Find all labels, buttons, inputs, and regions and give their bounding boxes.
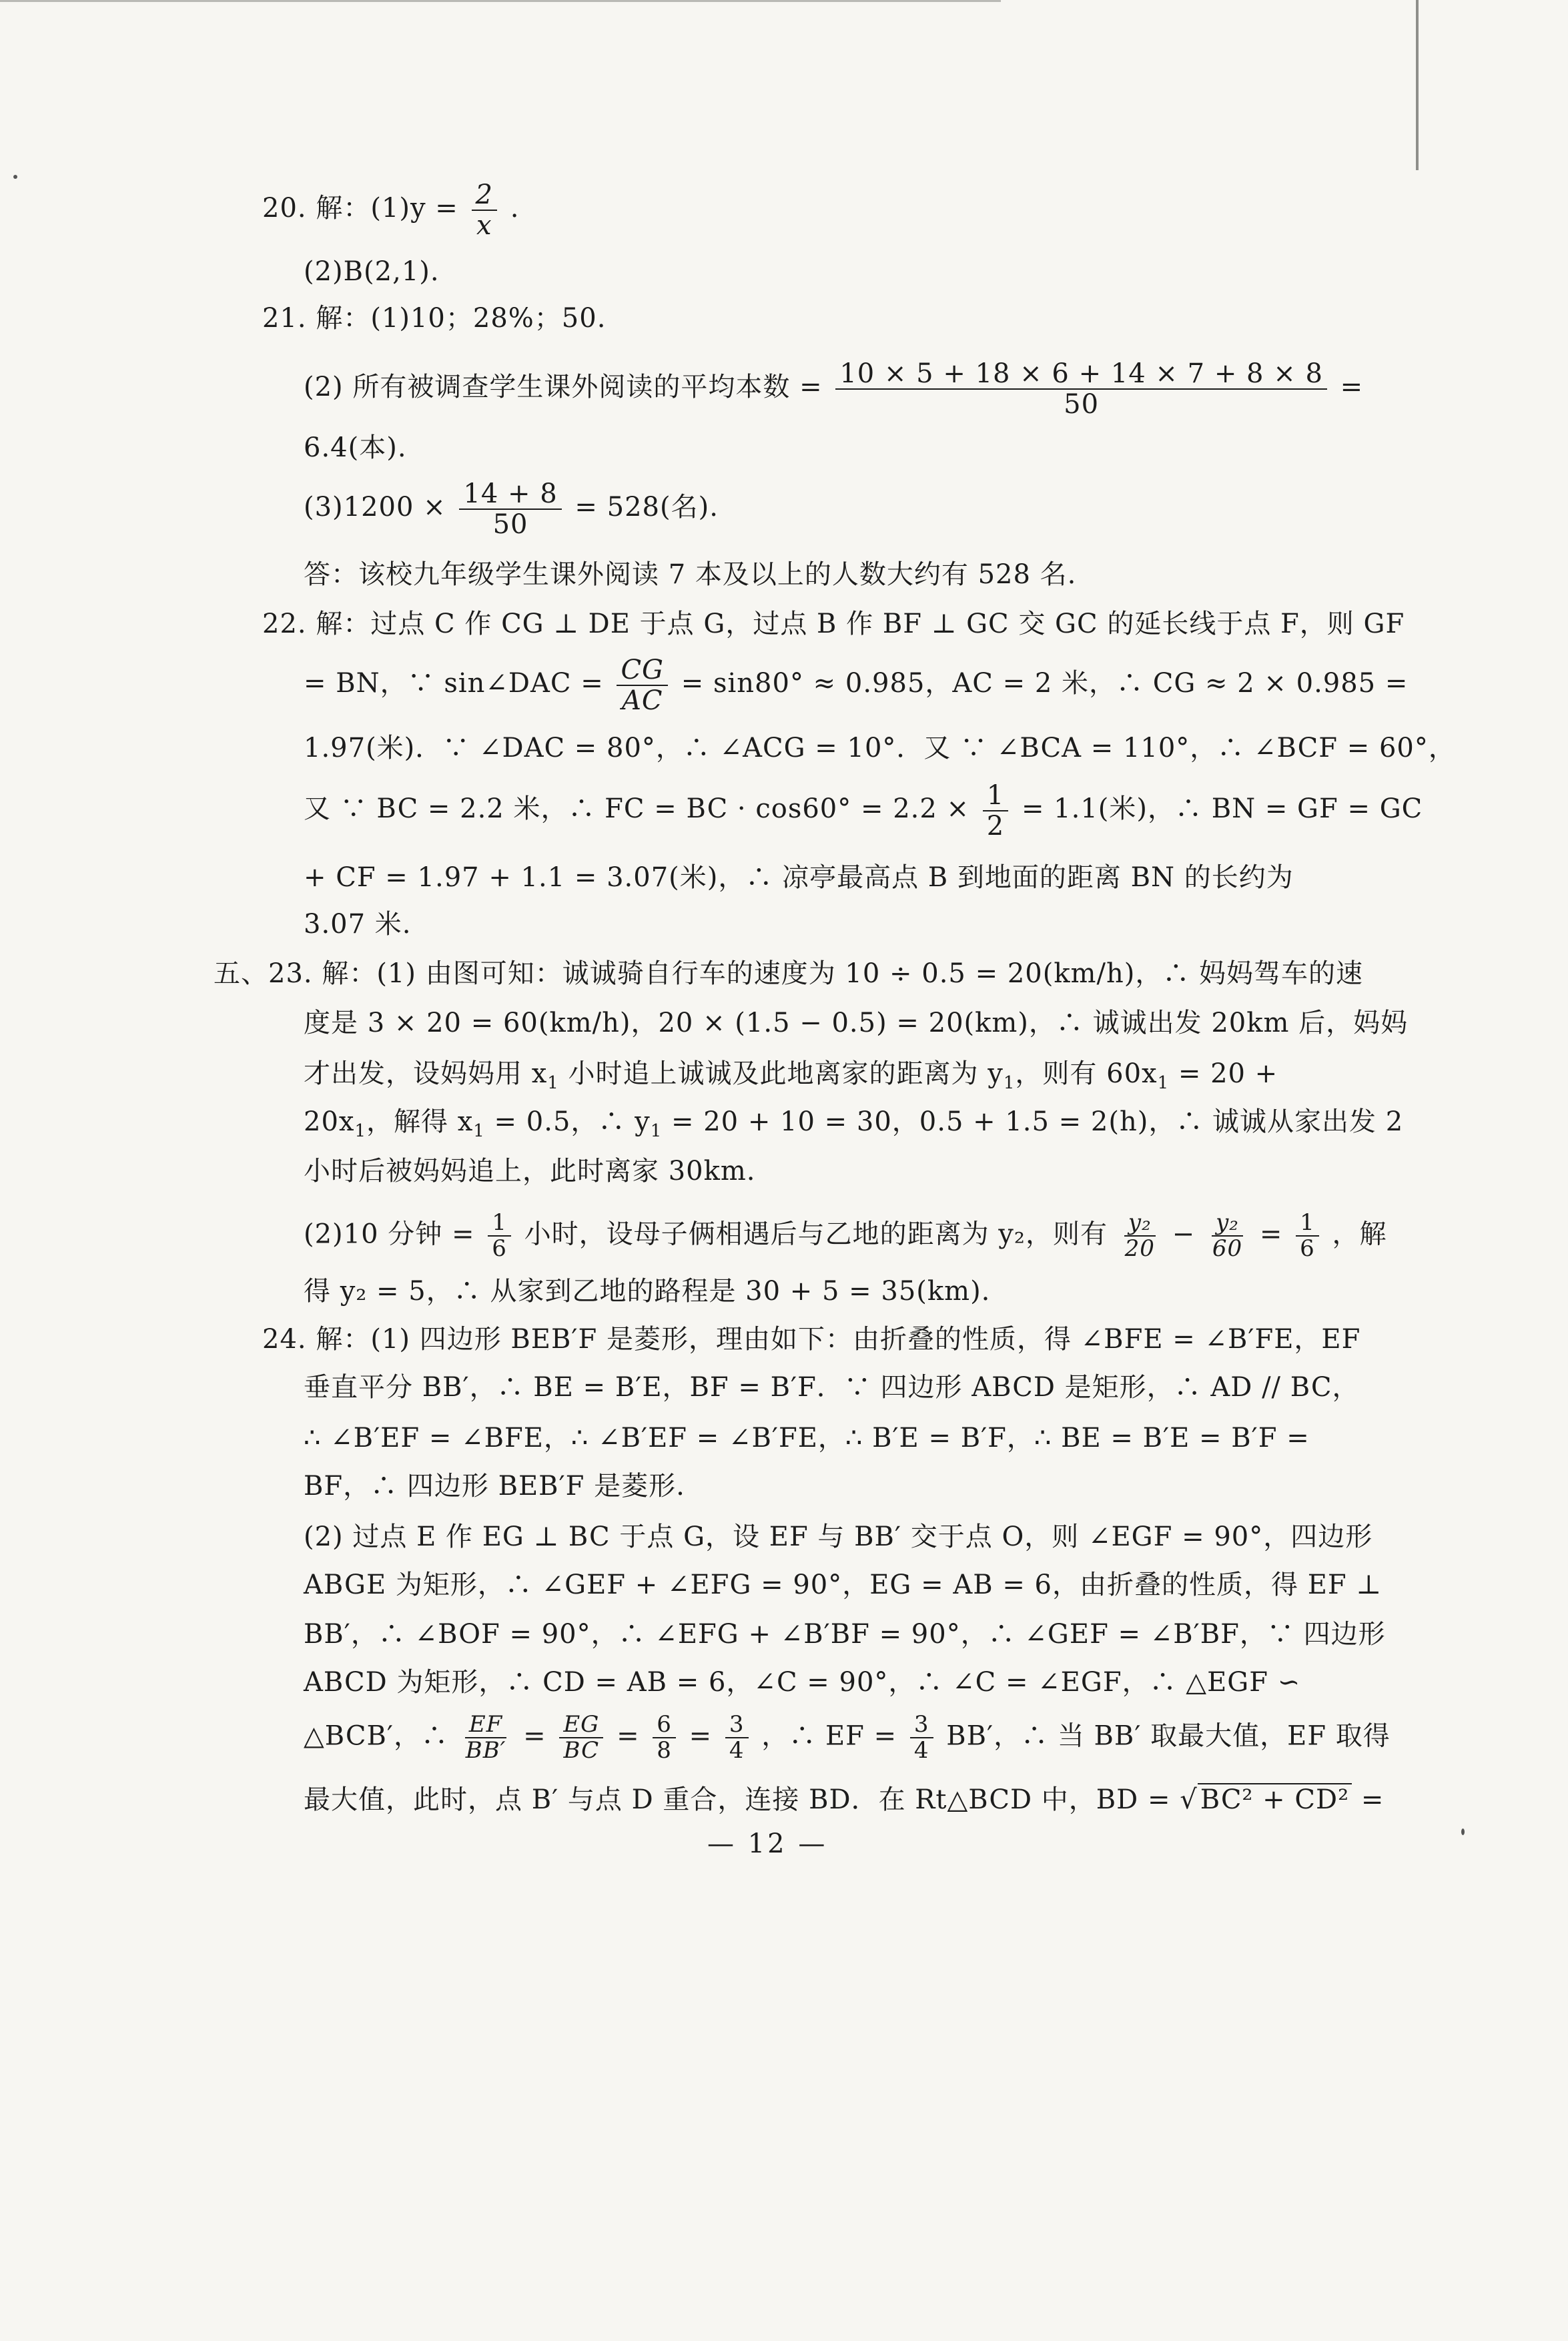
q21-line-1: 21. 解：(1)10；28%；50. <box>262 303 607 334</box>
q21-line-4: (3)1200 × $\frac{14 + 8}{50}$ = 528(名). <box>304 478 719 540</box>
fraction: $\frac{6}{8}$ <box>653 1712 676 1764</box>
q24-line-7: BB′，∴ ∠BOF = 90°，∴ ∠EFG + ∠B′BF = 90°，∴ ∠GEF = ∠B′BF，∵ 四边形 <box>304 1619 1386 1650</box>
fraction: $\frac{14 + 8}{50}$ <box>459 479 561 539</box>
q23-line-2: 度是 3 × 20 = 60(km/h)，20 × (1.5 − 0.5) = 20(km)，∴ 诚诚出发 20km 后，妈妈 <box>304 1008 1409 1038</box>
fraction: $\frac{2}{x}$ <box>472 180 497 240</box>
radical: BC² + CD² <box>1198 1783 1352 1815</box>
scan-speck <box>1461 1828 1465 1835</box>
q24-line-10: 最大值，此时，点 B′ 与点 D 重合，连接 BD．在 Rt△BCD 中，BD = √ BC² + CD² = <box>304 1784 1385 1815</box>
fraction: $\frac{10 \times 5 + 18 \times 6 + 14 \times 7 + 8 \times 8}{50}$ <box>835 359 1327 419</box>
scan-top-edge <box>0 0 1001 2</box>
fraction: $\frac{EF}{BB'}$ <box>465 1711 506 1764</box>
scan-right-edge <box>1416 0 1419 170</box>
q21-line-3: 6.4(本). <box>304 432 407 463</box>
q22-line-2: = BN，∵ sin∠DAC = $\frac{CG}{AC}$ = sin80° ≈ 0.985，AC = 2 米，∴ CG ≈ 2 × 0.985 = <box>304 655 1409 716</box>
fraction: $\frac{3}{4}$ <box>910 1712 933 1764</box>
q24-line-8: ABCD 为矩形，∴ CD = AB = 6，∠C = 90°，∴ ∠C = ∠EGF，∴ △EGF ∽ <box>304 1667 1301 1698</box>
q22-line-1: 22. 解：过点 C 作 CG ⊥ DE 于点 G，过点 B 作 BF ⊥ GC 交 GC 的延长线于点 F，则 GF <box>262 609 1405 639</box>
q24-line-5: (2) 过点 E 作 EG ⊥ BC 于点 G，设 EF 与 BB′ 交于点 O，则 ∠EGF = 90°，四边形 <box>304 1522 1373 1552</box>
fraction: $\frac{\text{y₂}}{20}$ <box>1124 1209 1155 1263</box>
q24-line-2: 垂直平分 BB′，∴ BE = B′E，BF = B′F．∵ 四边形 ABCD 是矩形，∴ AD // BC， <box>304 1372 1360 1403</box>
q24-line-1: 24. 解：(1) 四边形 BEB′F 是菱形，理由如下：由折叠的性质，得 ∠BFE = ∠B′FE，EF <box>262 1324 1361 1355</box>
fraction: $\frac{EG}{BC}$ <box>559 1712 603 1764</box>
q23-line-1: 五、23. 解：(1) 由图可知：诚诚骑自行车的速度为 10 ÷ 0.5 = 20(km/h)，∴ 妈妈驾车的速 <box>214 958 1364 989</box>
fraction: $\frac{1}{6}$ <box>488 1211 511 1262</box>
q22-line-4: 又 ∵ BC = 2.2 米，∴ FC = BC · cos60° = 2.2 × $\frac{1}{2}$ = 1.1(米)，∴ BN = GF = GC <box>304 780 1423 842</box>
q22-line-6: 3.07 米. <box>304 909 412 940</box>
fraction: $\frac{\text{y₂}}{60}$ <box>1212 1209 1243 1263</box>
q23-line-6: (2)10 分钟 = $\frac{1}{6}$ 小时，设母子俩相遇后与乙地的距离为 y₂，则有 $\frac{\text{y₂}}{20}$ − $\frac{\text{y₂}}{60}$ = $\frac{1}{6}$ ，解 <box>304 1209 1387 1263</box>
q22-line-3: 1.97(米)．∵ ∠DAC = 80°，∴ ∠ACG = 10°．又 ∵ ∠BCA = 110°，∴ ∠BCF = 60°， <box>304 733 1456 763</box>
q24-line-4: BF，∴ 四边形 BEB′F 是菱形. <box>304 1471 685 1501</box>
q21-line-2: (2) 所有被调查学生课外阅读的平均本数 = $\frac{10 \times 5 + 18 \times 6 + 14 \times 7 + 8 \times 8}{50}$ = <box>304 358 1364 420</box>
q24-line-3: ∴ ∠B′EF = ∠BFE，∴ ∠B′EF = ∠B′FE，∴ B′E = B′F，∴ BE = B′E = B′F = <box>304 1423 1310 1453</box>
fraction: $\frac{1}{6}$ <box>1296 1211 1319 1262</box>
scan-speck <box>13 175 17 179</box>
q24-line-9: △BCB′，∴ $\frac{EF}{BB'}$ = $\frac{EG}{BC}$ = $\frac{6}{8}$ = $\frac{3}{4}$ ，∴ EF = $\frac{3}{4}$ BB′，∴ 当 BB′ 取最大值，EF 取得 <box>304 1711 1391 1764</box>
q23-line-5: 小时后被妈妈追上，此时离家 30km. <box>304 1156 756 1187</box>
fraction: $\frac{3}{4}$ <box>725 1712 749 1764</box>
q20-line-1: 20. 解：(1)y = $\frac{2}{x}$ . <box>262 180 520 241</box>
q21-line-5: 答：该校九年级学生课外阅读 7 本及以上的人数大约有 528 名. <box>304 559 1077 590</box>
fraction: $\frac{CG}{AC}$ <box>617 655 668 715</box>
q20-line-2: (2)B(2,1). <box>304 256 440 287</box>
fraction: $\frac{1}{2}$ <box>983 781 1008 841</box>
q24-line-6: ABGE 为矩形，∴ ∠GEF + ∠EFG = 90°，EG = AB = 6，由折叠的性质，得 EF ⊥ <box>304 1570 1383 1600</box>
page-number: — 12 — <box>707 1828 828 1859</box>
q23-line-3: 才出发，设妈妈用 $x_1$ 小时追上诚诚及此地离家的距离为 $y_1$，则有 $60x_1 = 20$ + <box>304 1058 1278 1093</box>
q23-line-7: 得 y₂ = 5，∴ 从家到乙地的路程是 30 + 5 = 35(km). <box>304 1276 991 1307</box>
q22-line-5: + CF = 1.97 + 1.1 = 3.07(米)，∴ 凉亭最高点 B 到地面的距离 BN 的长约为 <box>304 862 1294 893</box>
q23-line-4: $20x_1$，解得 $x_1 = 0.5$，∴ $y_1 = 20 + 10 = 30$，0.5 + 1.5 = 2(h)，∴ 诚诚从家出发 2 <box>304 1106 1404 1141</box>
